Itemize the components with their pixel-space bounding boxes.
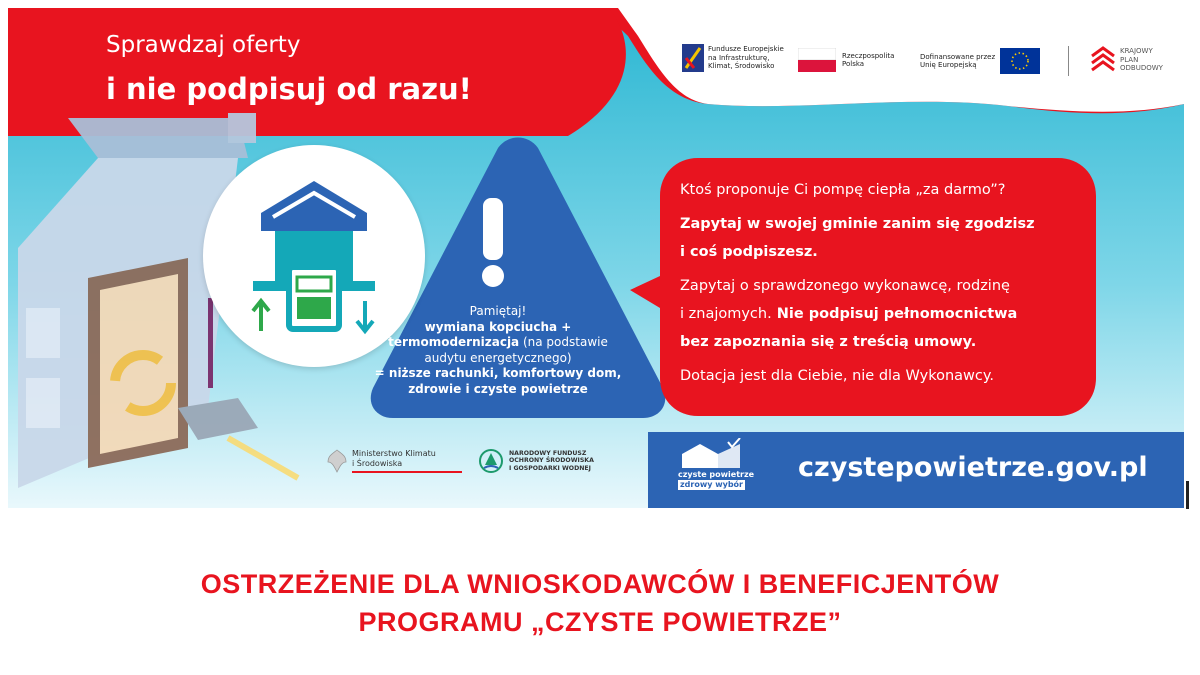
website-url: czystepowietrze.gov.pl — [798, 452, 1148, 483]
nfosigw-logo — [478, 448, 597, 474]
czyste-powietrze-logo-icon — [678, 438, 758, 474]
bubble-p3a: Zapytaj o sprawdzonego wykonawcę, rodzinę — [680, 278, 1010, 294]
reminder-text — [363, 304, 633, 397]
bubble-p2b: i coś podpiszesz. — [680, 244, 818, 260]
bubble-p4: Dotacja jest dla Ciebie, nie dla Wykonawcy. — [680, 368, 994, 384]
bubble-p3b: i znajomych. — [680, 306, 772, 322]
kpo-logo — [1090, 46, 1166, 74]
ministry-logo-text: Ministerstwo Klimatu i Środowiska — [352, 449, 436, 468]
reminder-line3 — [363, 335, 633, 351]
header-subtitle: Sprawdzaj oferty — [106, 32, 301, 58]
bubble-p1: Ktoś proponuje Ci pompę ciepła „za darmo”? — [680, 182, 1006, 198]
cp-logo-line2: zdrowy wybór — [680, 480, 743, 489]
bubble-p3d: bez zapoznania się z treścią umowy. — [680, 334, 977, 350]
reminder-line5: = niższe rachunki, komfortowy dom, — [374, 366, 622, 380]
ministry-underline — [352, 471, 462, 473]
polish-flag-icon — [798, 48, 836, 72]
warning-bubble-text — [680, 176, 1060, 396]
reminder-line4: audytu energetycznego) — [424, 350, 572, 365]
warning-title — [0, 565, 1200, 641]
website-bar — [648, 432, 1184, 508]
fe-logo — [682, 44, 784, 72]
czyste-powietrze-logo-text — [678, 470, 754, 490]
kpo-logo-text: KRAJOWY PLAN ODBUDOWY — [1120, 47, 1163, 73]
kpo-icon — [1090, 46, 1116, 74]
bubble-p2a: Zapytaj w swojej gminie zanim się zgodzisz — [680, 216, 1035, 232]
reminder-line3-rest: (na podstawie — [519, 335, 608, 349]
bubble-p3-line2 — [680, 300, 1060, 328]
nfosigw-icon — [478, 448, 504, 474]
warning-line2: PROGRAMU „CZYSTE POWIETRZE” — [358, 607, 842, 637]
header-title: i nie podpisuj od razu! — [106, 72, 472, 106]
eagle-emblem-icon — [326, 448, 348, 474]
warning-line1: OSTRZEŻENIE DLA WNIOSKODAWCÓW I BENEFICJENTÓW — [200, 569, 1000, 599]
image-edge-mark — [1186, 481, 1189, 509]
cp-logo-line1: czyste powietrze — [678, 470, 755, 479]
rp-logo — [798, 48, 896, 72]
reminder-line3-bold: termomodernizacja — [388, 335, 520, 349]
eu-flag-icon — [1000, 48, 1040, 74]
reminder-line6: zdrowie i czyste powietrze — [408, 381, 588, 396]
campaign-banner — [8, 8, 1184, 508]
ue-logo-text: Dofinansowane przez Unię Europejską — [920, 52, 996, 69]
logo-divider — [1068, 46, 1069, 76]
ue-logo — [920, 48, 1040, 74]
nfosigw-logo-text: NARODOWY FUNDUSZ OCHRONY ŚRODOWISKA I GOSPODARKI WODNEJ — [509, 449, 594, 472]
bubble-p3c: Nie podpisuj pełnomocnictwa — [771, 306, 1018, 322]
rp-logo-text: Rzeczpospolita Polska — [842, 51, 895, 68]
reminder-line1: Pamiętaj! — [469, 304, 527, 318]
fe-flag-icon — [682, 44, 704, 72]
fe-logo-text: Fundusze Europejskie na Infrastrukturę, Klimat, Środowisko — [708, 45, 784, 71]
reminder-line2: wymiana kopciucha + — [424, 319, 572, 334]
ministry-logo — [326, 448, 462, 474]
